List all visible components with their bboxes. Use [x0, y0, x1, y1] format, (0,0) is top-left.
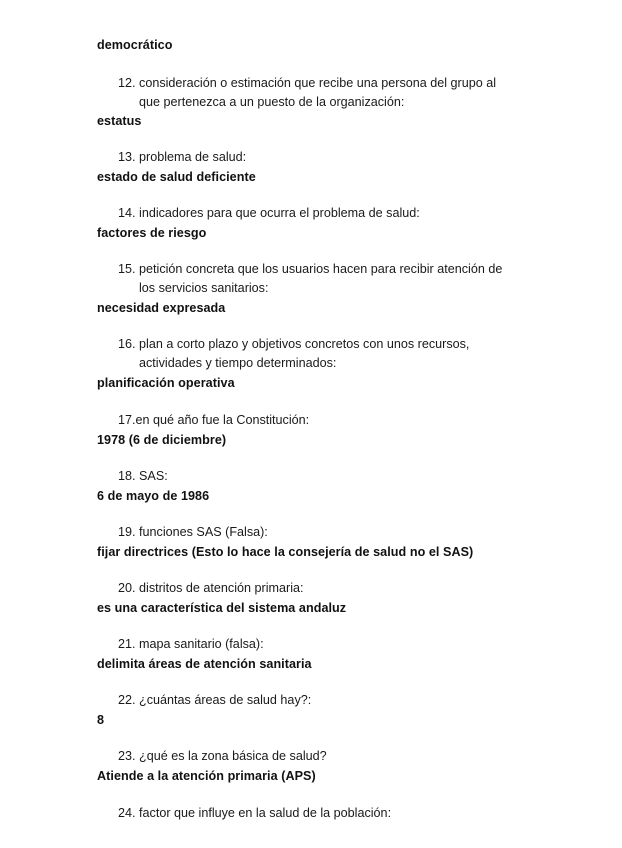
question-24 — [118, 804, 588, 823]
question-number: 14. — [118, 206, 136, 220]
question-text: consideración o estimación que recibe una persona del grupo al — [139, 76, 497, 90]
question-line — [118, 335, 588, 354]
question-line — [118, 204, 588, 223]
question-16 — [118, 335, 588, 372]
answer-top: democrático — [97, 38, 173, 52]
answer-22: 8 — [97, 713, 105, 727]
answer-18: 6 de mayo de 1986 — [97, 489, 210, 503]
question-text: funciones SAS (Falsa): — [139, 525, 268, 539]
question-text: SAS: — [139, 469, 168, 483]
answer-12: estatus — [97, 114, 142, 128]
question-line — [118, 411, 588, 430]
question-line — [118, 523, 588, 542]
answer-16: planificación operativa — [97, 376, 235, 390]
answer-23: Atiende a la atención primaria (APS) — [97, 769, 316, 783]
question-line — [118, 747, 588, 766]
question-text: mapa sanitario (falsa): — [139, 637, 264, 651]
question-text: petición concreta que los usuarios hacen para recibir atención de — [139, 262, 503, 276]
question-number: 24. — [118, 806, 136, 820]
question-text: en qué año fue la Constitución: — [135, 413, 310, 427]
question-14 — [118, 204, 588, 223]
answer-21: delimita áreas de atención sanitaria — [97, 657, 312, 671]
question-line — [118, 467, 588, 486]
question-number: 18. — [118, 469, 136, 483]
question-22 — [118, 691, 588, 710]
question-line — [118, 74, 588, 93]
question-number: 22. — [118, 693, 136, 707]
question-line — [118, 579, 588, 598]
question-20 — [118, 579, 588, 598]
answer-19: fijar directrices (Esto lo hace la consejería de salud no el SAS) — [97, 545, 474, 559]
question-text: indicadores para que ocurra el problema de salud: — [139, 206, 420, 220]
question-number: 20. — [118, 581, 136, 595]
question-line — [118, 635, 588, 654]
question-line — [118, 260, 588, 279]
question-number: 23. — [118, 749, 136, 763]
answer-13: estado de salud deficiente — [97, 170, 256, 184]
question-number: 17. — [118, 413, 136, 427]
question-17 — [118, 411, 588, 430]
question-text: factor que influye en la salud de la población: — [139, 806, 392, 820]
question-number: 21. — [118, 637, 136, 651]
question-number: 16. — [118, 337, 136, 351]
question-21 — [118, 635, 588, 654]
question-15 — [118, 260, 588, 297]
question-line: los servicios sanitarios: — [139, 280, 269, 295]
question-23 — [118, 747, 588, 766]
question-number: 15. — [118, 262, 136, 276]
question-line — [118, 148, 588, 167]
question-number: 19. — [118, 525, 136, 539]
question-text: ¿cuántas áreas de salud hay?: — [139, 693, 312, 707]
question-12 — [118, 74, 588, 111]
answer-17: 1978 (6 de diciembre) — [97, 433, 227, 447]
question-18 — [118, 467, 588, 486]
question-text: plan a corto plazo y objetivos concretos con unos recursos, — [139, 337, 470, 351]
answer-14: factores de riesgo — [97, 226, 207, 240]
question-13 — [118, 148, 588, 167]
question-text: ¿qué es la zona básica de salud? — [139, 749, 327, 763]
question-line — [118, 691, 588, 710]
question-line: actividades y tiempo determinados: — [139, 355, 337, 370]
question-text: distritos de atención primaria: — [139, 581, 304, 595]
question-text: problema de salud: — [139, 150, 247, 164]
question-line: que pertenezca a un puesto de la organización: — [139, 94, 405, 109]
answer-15: necesidad expresada — [97, 301, 226, 315]
question-number: 12. — [118, 76, 136, 90]
question-line — [118, 804, 588, 823]
answer-20: es una característica del sistema andaluz — [97, 601, 347, 615]
question-number: 13. — [118, 150, 136, 164]
question-19 — [118, 523, 588, 542]
